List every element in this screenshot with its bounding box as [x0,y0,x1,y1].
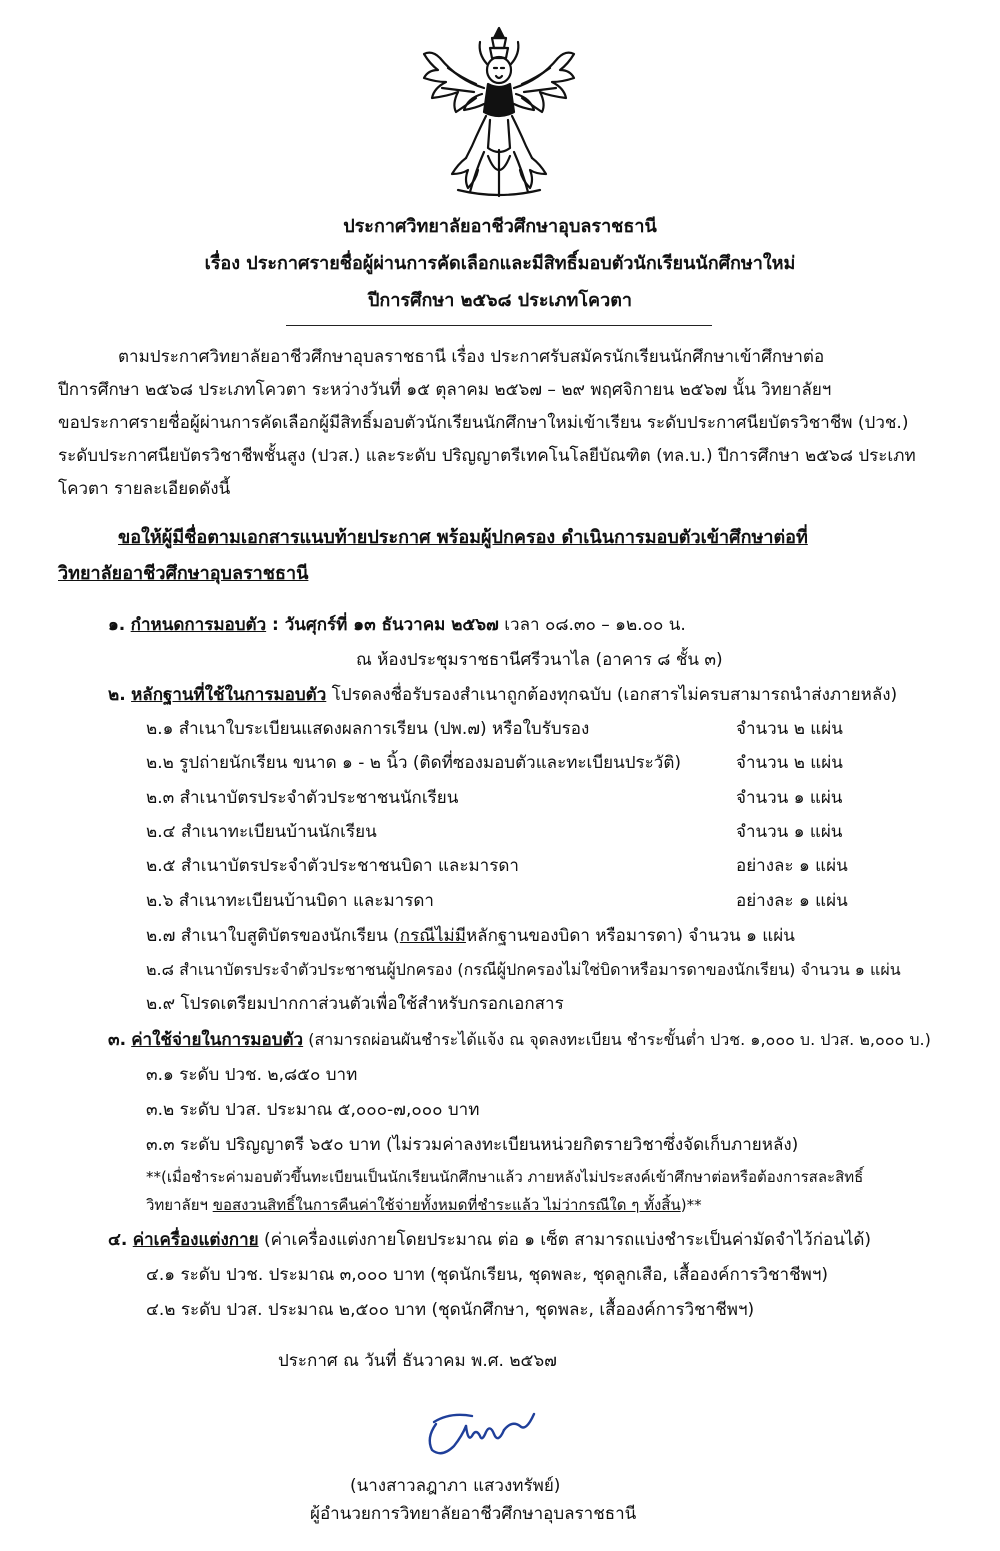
section-heading: ค่าเครื่องแต่งกาย [132,1230,259,1250]
intro-line: ขอประกาศรายชื่อผู้ผ่านการคัดเลือกผู้มีสิทธิ์มอบตัวนักเรียนนักศึกษาใหม่เข้าเรียน ระดับประกาศนียบัตรวิชาชีพ (ปวช.) [58,413,909,433]
warning-text: วิทยาลัยฯ [146,1196,213,1214]
schedule-time: เวลา ๐๘.๓๐ – ๑๒.๐๐ น. [498,615,686,635]
document-item-7 [146,925,795,947]
document-item-text: ๒.๒ รูปถ่ายนักเรียน ขนาด ๑ - ๒ นิ้ว (ติดที่ซองมอบตัวและทะเบียนประวัติ) [146,753,681,773]
document-item-qty: จำนวน ๑ แผ่น [736,788,843,808]
fee-item: ๓.๒ ระดับ ปวส. ประมาณ ๕,๐๐๐-๗,๐๐๐ บาท [146,1100,480,1120]
handwritten-signature-icon [420,1402,550,1462]
refund-warning-line: **(เมื่อชำระค่ามอบตัวขึ้นทะเบียนเป็นนักเรียนนักศึกษาแล้ว ภายหลังไม่ประสงค์เข้าศึกษาต่อหรือต้องการสละสิทธิ์ [146,1168,864,1186]
title-divider [286,325,712,326]
announce-date: ประกาศ ณ วันที่ ธันวาคม พ.ศ. ๒๕๖๗ [278,1351,557,1371]
section-heading: กำหนดการมอบตัว [130,615,267,635]
announcement-title: ประกาศวิทยาลัยอาชีวศึกษาอุบลราชธานี [343,216,657,237]
fee-item: ๓.๑ ระดับ ปวช. ๒,๘๕๐ บาท [146,1065,358,1085]
section-separator: : [266,615,285,635]
item-text: ๒.๗ สำเนาใบสูติบัตรของนักเรียน ( [146,926,400,946]
section-note: (ค่าเครื่องแต่งกายโดยประมาณ ต่อ ๑ เซ็ต สามารถแบ่งชำระเป็นค่ามัดจำไว้ก่อนได้) [258,1230,872,1250]
document-item-qty: จำนวน ๒ แผ่น [736,719,843,739]
document-item-text: ๒.๕ สำเนาบัตรประจำตัวประชาชนบิดา และมารดา [146,856,519,876]
schedule-date: วันศุกร์ที่ ๑๓ ธันวาคม ๒๕๖๗ [284,615,499,635]
document-item-qty: อย่างละ ๑ แผ่น [736,856,848,876]
document-item-qty: จำนวน ๒ แผ่น [736,753,843,773]
warning-text: )** [680,1196,702,1214]
section-2-documents [108,684,897,706]
signer-name: (นางสาวลฎาภา แสวงทรัพย์) [350,1476,561,1496]
document-item-qty: จำนวน ๑ แผ่น [736,822,843,842]
section-3-fees [108,1029,931,1051]
refund-warning-line [146,1194,702,1216]
signer-position: ผู้อำนวยการวิทยาลัยอาชีวศึกษาอุบลราชธานี [310,1504,637,1524]
section-note: (สามารถผ่อนผันชำระได้แจ้ง ณ จุดลงทะเบียน ชำระขั้นต่ำ ปวช. ๑,๐๐๐ บ. ปวส. ๒,๐๐๐ บ.) [303,1030,931,1049]
warning-emphasis: ขอสงวนสิทธิ์ในการคืนค่าใช้จ่ายทั้งหมดที่ชำระแล้ว ไม่ว่ากรณีใด ๆ ทั้งสิ้น [212,1196,681,1214]
intro-line: ตามประกาศวิทยาลัยอาชีวศึกษาอุบลราชธานี เรื่อง ประกาศรับสมัครนักเรียนนักศึกษาเข้าศึกษาต่อ [118,347,825,367]
section-number: ๒. [108,685,126,705]
academic-year-title: ปีการศึกษา ๒๕๖๘ ประเภทโควตา [368,290,632,311]
section-4-uniform [108,1229,871,1251]
section-number: ๑. [108,615,126,635]
document-item-text: ๒.๓ สำเนาบัตรประจำตัวประชาชนนักเรียน [146,788,459,808]
document-item-text: ๒.๑ สำเนาใบระเบียนแสดงผลการเรียน (ปพ.๗) หรือใบรับรอง [146,719,590,739]
section-heading: ค่าใช้จ่ายในการมอบตัว [131,1030,304,1050]
document-item-qty: อย่างละ ๑ แผ่น [736,891,848,911]
intro-line: ปีการศึกษา ๒๕๖๘ ประเภทโควตา ระหว่างวันที่ ๑๕ ตุลาคม ๒๕๖๗ – ๒๙ พฤศจิกายน ๒๕๖๗ นั้น วิทยาลัยฯ [58,380,832,400]
fee-item: ๓.๓ ระดับ ปริญญาตรี ๖๕๐ บาท (ไม่รวมค่าลงทะเบียนหน่วยกิตรายวิชาซึ่งจัดเก็บภายหลัง) [146,1135,799,1155]
section-heading: หลักฐานที่ใช้ในการมอบตัว [131,685,327,705]
document-item-text: ๒.๔ สำเนาทะเบียนบ้านนักเรียน [146,822,377,842]
uniform-item: ๔.๑ ระดับ ปวช. ประมาณ ๓,๐๐๐ บาท (ชุดนักเรียน, ชุดพละ, ชุดลูกเสือ, เสื้อองค์การวิชาชีพฯ) [146,1265,829,1285]
intro-line: ระดับประกาศนียบัตรวิชาชีพชั้นสูง (ปวส.) และระดับ ปริญญาตรีเทคโนโลยีบัณฑิต (ทล.บ.) ปีการศึกษา ๒๕๖๘ ประเภท [58,446,916,466]
section-1-schedule [108,614,686,636]
item-condition: กรณีไม่มี [399,926,466,946]
schedule-place: ณ ห้องประชุมราชธานีศรีวนาไล (อาคาร ๘ ชั้น ๓) [356,650,723,670]
announcement-subject: เรื่อง ประกาศรายชื่อผู้ผ่านการคัดเลือกและมีสิทธิ์มอบตัวนักเรียนนักศึกษาใหม่ [204,253,796,274]
intro-line: โควตา รายละเอียดดังนี้ [58,479,231,499]
notice-line: ขอให้ผู้มีชื่อตามเอกสารแนบท้ายประกาศ พร้อมผู้ปกครอง ดำเนินการมอบตัวเข้าศึกษาต่อที่ [118,527,808,548]
notice-line: วิทยาลัยอาชีวศึกษาอุบลราชธานี [58,563,309,584]
document-item-9: ๒.๙ โปรดเตรียมปากกาส่วนตัวเพื่อใช้สำหรับกรอกเอกสาร [146,994,564,1014]
item-text: หลักฐานของบิดา หรือมารดา) จำนวน ๑ แผ่น [465,926,795,946]
garuda-emblem-icon [418,24,580,200]
document-item-text: ๒.๖ สำเนาทะเบียนบ้านบิดา และมารดา [146,891,434,911]
section-note: โปรดลงชื่อรับรองสำเนาถูกต้องทุกฉบับ (เอกสารไม่ครบสามารถนำส่งภายหลัง) [326,685,898,705]
section-number: ๓. [108,1030,127,1050]
section-number: ๔. [108,1230,128,1250]
document-item-8: ๒.๘ สำเนาบัตรประจำตัวประชาชนผู้ปกครอง (กรณีผู้ปกครองไม่ใช่บิดาหรือมารดาของนักเรียน) จำนวน ๑ แผ่น [146,960,901,979]
uniform-item: ๔.๒ ระดับ ปวส. ประมาณ ๒,๕๐๐ บาท (ชุดนักศึกษา, ชุดพละ, เสื้อองค์การวิชาชีพฯ) [146,1300,755,1320]
